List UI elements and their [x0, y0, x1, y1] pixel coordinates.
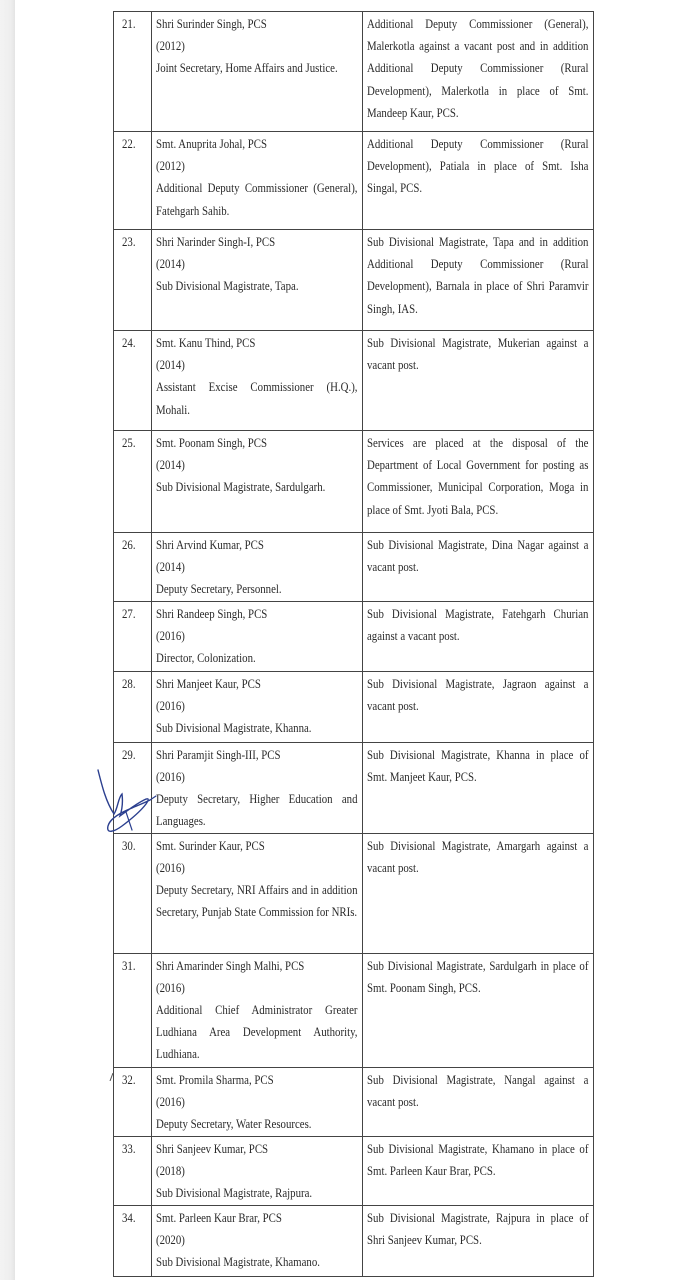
- posting-text: Services are placed at the disposal of the Department of Local Government for posting as Commissioner, Municipal Corporation, Moga in place of Smt. Jyoti Bala, PCS.: [367, 436, 589, 517]
- officer-name: Smt. Poonam Singh, PCS: [156, 436, 268, 450]
- table-row: [114, 1136, 594, 1205]
- posting-details: [363, 1067, 594, 1136]
- posting-details: [363, 1136, 594, 1205]
- posting-text: Sub Divisional Magistrate, Jagraon against a vacant post.: [367, 676, 589, 713]
- officer-name: Shri Paramjit Singh-III, PCS: [156, 747, 281, 762]
- officer-batch: (2014): [156, 560, 185, 575]
- officer-batch: (2016): [156, 860, 185, 875]
- officer-details: [152, 12, 363, 132]
- signature-icon: [92, 768, 162, 838]
- officer-current-post: Additional Deputy Commissioner (General), Fatehgarh Sahib.: [156, 181, 358, 218]
- serial-number-text: 30.: [122, 838, 136, 853]
- posting-text: Sub Divisional Magistrate, Fatehgarh Churian against a vacant post.: [367, 606, 589, 643]
- officer-details: [152, 331, 363, 431]
- serial-number: [114, 533, 152, 602]
- serial-number-text: 27.: [122, 606, 136, 621]
- officer-batch: (2016): [156, 1094, 185, 1109]
- officer-batch: (2016): [156, 769, 185, 784]
- serial-number: [114, 12, 152, 132]
- posting-text: Sub Divisional Magistrate, Rajpura in place of Shri Sanjeev Kumar, PCS.: [367, 1210, 589, 1247]
- officer-details: [152, 230, 363, 331]
- officer-details: [152, 1205, 363, 1276]
- posting-text: Additional Deputy Commissioner (Rural Development), Patiala in place of Smt. Isha Singal, PCS.: [367, 137, 589, 196]
- serial-number: [114, 230, 152, 331]
- posting-details: [363, 601, 594, 671]
- officer-name: Shri Sanjeev Kumar, PCS: [156, 1141, 269, 1156]
- serial-number: [114, 431, 152, 533]
- table-row: [114, 533, 594, 602]
- serial-number-text: 25.: [122, 436, 136, 450]
- officer-current-post: Sub Divisional Magistrate, Khanna.: [156, 721, 312, 736]
- officer-name: Smt. Surinder Kaur, PCS: [156, 838, 265, 853]
- serial-number: [114, 1136, 152, 1205]
- serial-number: [114, 671, 152, 742]
- posting-text: Sub Divisional Magistrate, Mukerian against a vacant post.: [367, 336, 589, 373]
- officer-details: [152, 431, 363, 533]
- table-row: [114, 833, 594, 953]
- officer-name: Shri Surinder Singh, PCS: [156, 17, 267, 31]
- officer-current-post: Deputy Secretary, Personnel.: [156, 582, 282, 597]
- officer-details: [152, 601, 363, 671]
- officer-name: Smt. Kanu Thind, PCS: [156, 336, 256, 350]
- posting-details: [363, 12, 594, 132]
- officer-current-post: Additional Chief Administrator Greater Ludhiana Area Development Authority, Ludhiana.: [156, 1003, 358, 1062]
- posting-text: Sub Divisional Magistrate, Khanna in place of Smt. Manjeet Kaur, PCS.: [367, 747, 589, 784]
- officer-name: Shri Narinder Singh-I, PCS: [156, 235, 276, 249]
- officer-details: [152, 833, 363, 953]
- posting-details: [363, 331, 594, 431]
- officer-details: [152, 671, 363, 742]
- transfer-posting-table: [113, 11, 594, 1277]
- officer-details: [152, 742, 363, 833]
- officer-batch: (2014): [156, 358, 185, 373]
- table-row: [114, 742, 594, 833]
- officer-batch: (2014): [156, 257, 185, 272]
- officer-current-post: Director, Colonization.: [156, 651, 256, 666]
- officer-batch: (2012): [156, 39, 185, 54]
- table-row: [114, 1067, 594, 1136]
- serial-number-text: 31.: [122, 958, 136, 973]
- table-row: [114, 601, 594, 671]
- serial-number-text: 26.: [122, 538, 136, 552]
- table-row: [114, 953, 594, 1067]
- officer-details: [152, 1067, 363, 1136]
- officer-name: Smt. Anuprita Johal, PCS: [156, 137, 268, 151]
- serial-number-text: 23.: [122, 235, 136, 249]
- serial-number-text: 34.: [122, 1210, 136, 1225]
- posting-details: [363, 132, 594, 230]
- table-row: [114, 12, 594, 132]
- table-row: [114, 1205, 594, 1276]
- officer-name: Smt. Parleen Kaur Brar, PCS: [156, 1210, 282, 1225]
- posting-text: Sub Divisional Magistrate, Khamano in place of Smt. Parleen Kaur Brar, PCS.: [367, 1141, 589, 1178]
- officer-name: Shri Arvind Kumar, PCS: [156, 538, 264, 552]
- officer-current-post: Sub Divisional Magistrate, Sardulgarh.: [156, 480, 326, 495]
- posting-details: [363, 1205, 594, 1276]
- officer-details: [152, 132, 363, 230]
- signature-initials: [92, 768, 162, 838]
- officer-current-post: Sub Divisional Magistrate, Tapa.: [156, 279, 299, 294]
- table-row: [114, 431, 594, 533]
- serial-number: [114, 1205, 152, 1276]
- table-row: [114, 230, 594, 331]
- posting-details: [363, 533, 594, 602]
- officer-batch: (2018): [156, 1163, 185, 1178]
- posting-details: [363, 953, 594, 1067]
- posting-text: Sub Divisional Magistrate, Sardulgarh in place of Smt. Poonam Singh, PCS.: [367, 958, 589, 995]
- posting-details: [363, 833, 594, 953]
- officer-current-post: Deputy Secretary, Water Resources.: [156, 1117, 312, 1132]
- posting-text: Sub Divisional Magistrate, Tapa and in addition Additional Deputy Commissioner (Rural Development), Barnala in place of Shri Paramvir Singh, IAS.: [367, 235, 589, 316]
- officer-current-post: Joint Secretary, Home Affairs and Justice.: [156, 61, 338, 76]
- officer-batch: (2016): [156, 628, 185, 643]
- serial-number-text: 33.: [122, 1141, 136, 1156]
- officer-batch: (2012): [156, 159, 185, 174]
- serial-number-text: 24.: [122, 336, 136, 350]
- serial-number: [114, 1067, 152, 1136]
- posting-text: Sub Divisional Magistrate, Amargarh against a vacant post.: [367, 838, 589, 875]
- officer-current-post: Sub Divisional Magistrate, Rajpura.: [156, 1186, 313, 1201]
- serial-number-text: 32.: [122, 1072, 136, 1087]
- serial-number: [114, 331, 152, 431]
- officer-current-post: Sub Divisional Magistrate, Khamano.: [156, 1255, 320, 1270]
- officer-batch: (2016): [156, 698, 185, 713]
- page-edge-shadow: [0, 0, 15, 1280]
- officer-batch: (2014): [156, 458, 185, 473]
- officer-details: [152, 1136, 363, 1205]
- posting-text: Sub Divisional Magistrate, Dina Nagar against a vacant post.: [367, 538, 589, 575]
- posting-details: [363, 230, 594, 331]
- officer-current-post: Assistant Excise Commissioner (H.Q.), Mohali.: [156, 380, 358, 417]
- officer-name: Smt. Promila Sharma, PCS: [156, 1072, 274, 1087]
- serial-number-text: 22.: [122, 137, 136, 151]
- posting-details: [363, 431, 594, 533]
- posting-text: Sub Divisional Magistrate, Nangal against a vacant post.: [367, 1072, 589, 1109]
- posting-details: [363, 742, 594, 833]
- officer-name: Shri Amarinder Singh Malhi, PCS: [156, 958, 305, 973]
- officer-current-post: Deputy Secretary, NRI Affairs and in addition Secretary, Punjab State Commission for NRIs.: [156, 883, 358, 920]
- serial-number-text: 28.: [122, 676, 136, 691]
- serial-number: [114, 601, 152, 671]
- serial-number: [114, 833, 152, 953]
- pen-mark: [109, 1073, 114, 1081]
- officer-batch: (2016): [156, 980, 185, 995]
- posting-text: Additional Deputy Commissioner (General), Malerkotla against a vacant post and in addition Additional Deputy Commissioner (Rural Development), Malerkotla in place of Smt. Mandeep Kaur, PCS.: [367, 17, 589, 120]
- officer-details: [152, 533, 363, 602]
- table-row: [114, 132, 594, 230]
- serial-number: [114, 132, 152, 230]
- table-row: [114, 331, 594, 431]
- officer-name: Shri Randeep Singh, PCS: [156, 606, 268, 621]
- posting-details: [363, 671, 594, 742]
- officer-batch: (2020): [156, 1232, 185, 1247]
- serial-number-text: 29.: [122, 747, 136, 762]
- officer-details: [152, 953, 363, 1067]
- table-row: [114, 671, 594, 742]
- serial-number: [114, 953, 152, 1067]
- officer-current-post: Deputy Secretary, Higher Education and Languages.: [156, 792, 358, 829]
- serial-number-text: 21.: [122, 17, 136, 31]
- officer-name: Shri Manjeet Kaur, PCS: [156, 676, 261, 691]
